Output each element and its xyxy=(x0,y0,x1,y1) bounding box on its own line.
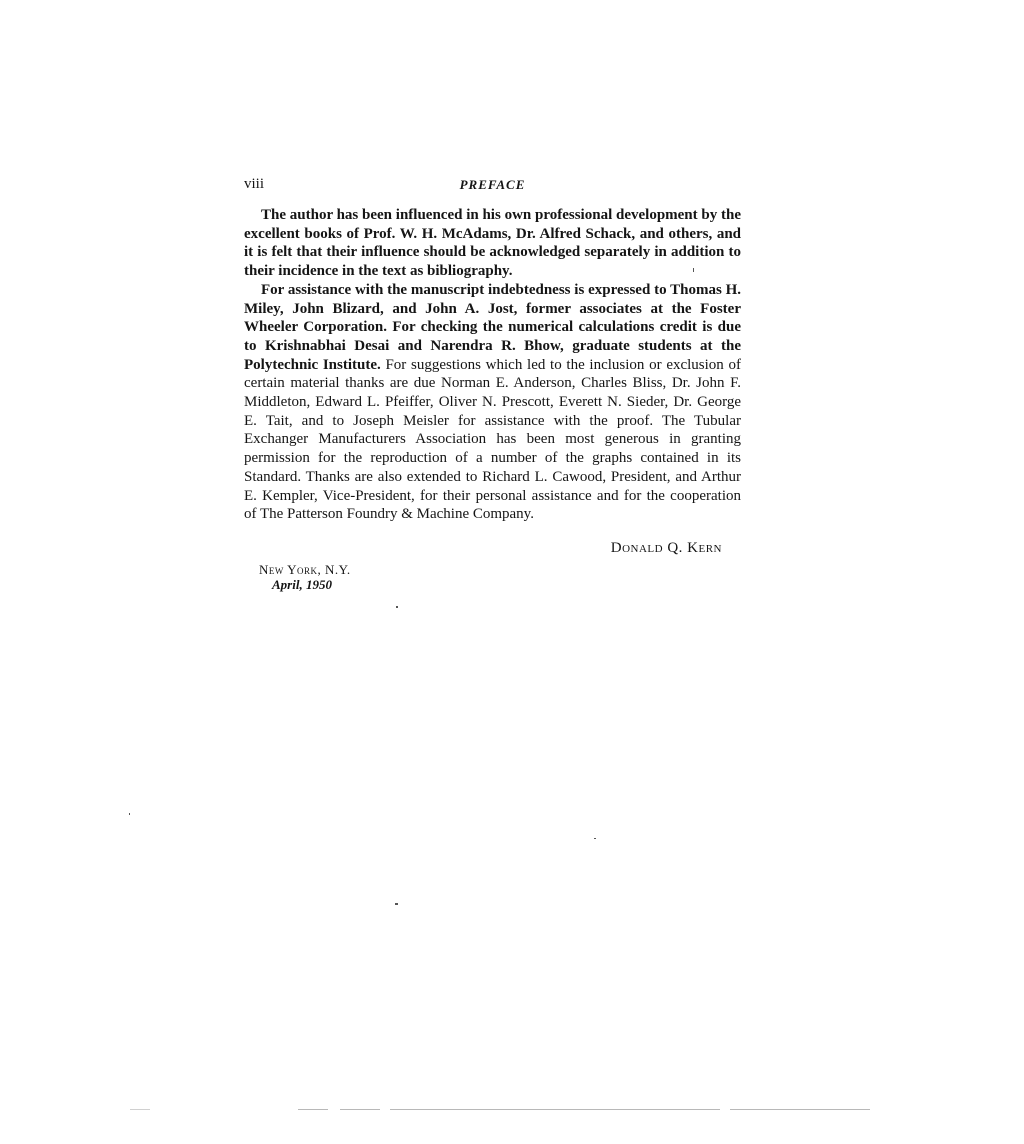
scan-edge-line xyxy=(130,1109,150,1110)
scan-edge-line xyxy=(298,1109,328,1110)
scan-speck xyxy=(693,268,694,272)
scan-edge-line xyxy=(730,1109,870,1110)
scan-edge-line xyxy=(340,1109,380,1110)
paragraph-acknowledgement-assistance xyxy=(244,281,741,524)
preface-body xyxy=(244,206,741,524)
page-number: viii xyxy=(244,176,265,192)
scan-speck xyxy=(594,838,596,839)
scan-speck xyxy=(129,813,130,815)
running-title: PREFACE xyxy=(459,177,526,192)
scan-speck xyxy=(396,606,398,608)
scan-edge-line xyxy=(390,1109,720,1110)
paragraph-rest-text: For suggestions which led to the inclusion or exclusion of certain material thanks are due Norman E. Anderson, Charles Bliss, Dr. John F. Middleton, Edward L. Pfeiffer, Oliver N. Prescott, Everett N. Sieder, Dr. George E. Tait, and to Joseph Meisler for assistance with the proof. The Tubular Exchanger Manufacturers Association has been most generous in granting permission for the reproduction of a number of the graphs contained in its Standard. Thanks are also extended to Richard L. Cawood, President, and Arthur E. Kempler, Vice-President, for their personal assistance and for the cooperation of The Patterson Foundry & Machine Company. xyxy=(244,356,741,523)
paragraph-lead-text: For assistance with the manuscript indebtedness is expressed to Thomas H. Miley, John Blizard, and John A. Jost, former associates at the Foster Wheeler Corporation. For checking the numerical calculations credit is due to Krishnabhai Desai and Narendra R. Bhow, graduate students at the Polytechnic Institute. xyxy=(244,281,741,373)
date-line: April, 1950 xyxy=(272,577,332,592)
paragraph-acknowledgement-books: The author has been influenced in his own professional development by the excellent books of Prof. W. H. McAdams, Dr. Alfred Schack, and others, and it is felt that their influence should be acknowledged separately in addition to their incidence in the text as bibliography. xyxy=(244,207,741,280)
scan-speck xyxy=(395,903,398,905)
author-signature: Donald Q. Kern xyxy=(610,540,722,556)
place-line: New York, N.Y. xyxy=(259,562,351,577)
running-head xyxy=(244,176,741,198)
